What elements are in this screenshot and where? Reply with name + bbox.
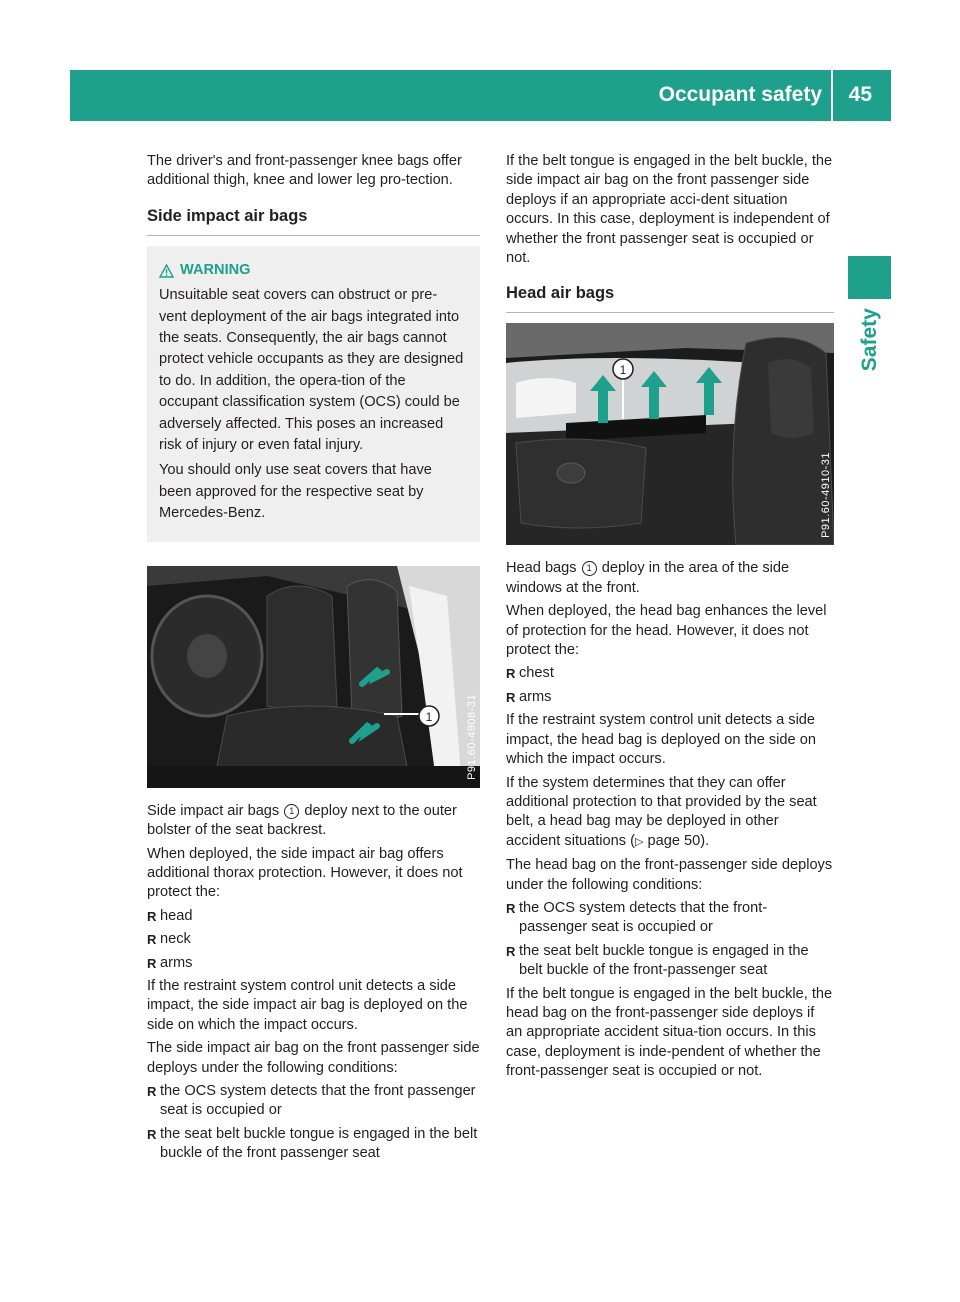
side-tab-marker: [848, 256, 891, 299]
caption-text-2: deploy next to the outer bolster of the seat backrest.: [147, 802, 457, 839]
system-text: If the system determines that they can offer additional protection to that provided by the seat belt, a head bag may be deployed in other accident situations (: [506, 774, 817, 849]
warning-text: Unsuitable seat covers can obstruct or pre-vent deployment of the air bags integrated into the seats. Consequently, the air bags cannot protect vehicle occupants as they are designed to do. In addition, the opera-tion of the occupant classification system (OCS) could be adversely affected. This poses an increased risk of injury or even fatal injury.: [159, 287, 464, 454]
header-divider: [831, 70, 833, 121]
bullet-list-not-protected: [147, 907, 480, 973]
paragraph-front-passenger: The head bag on the front-passenger side deploys under the following conditions:: [506, 857, 833, 893]
right-column: [506, 152, 834, 1086]
paragraph-final: If the belt tongue is engaged in the belt buckle, the head bag on the front-passenger side deploys if an appropriate accident situa-tion occurs. In this case, deployment is inde-pendent of whether the front-passenger seat is occupied or not.: [506, 985, 833, 1080]
list-item: R chest: [506, 664, 834, 683]
figure-callout: 1: [619, 363, 627, 378]
warning-triangle-icon: [159, 264, 174, 278]
list-item: R head: [147, 907, 480, 926]
intro-paragraph: The driver's and front-passenger knee bags offer additional thigh, knee and lower leg pro-tection.: [147, 153, 462, 189]
page-reference[interactable]: page 50).: [643, 832, 710, 849]
figure-code: P91.60-4910-31: [820, 451, 832, 538]
header-title: Occupant safety: [658, 83, 822, 106]
intro-paragraph: If the belt tongue is engaged in the belt buckle, the side impact air bag on the front passenger side deploys if an appropriate acci-dent situation occurs. In this case, deployment is independent of whether the front passenger seat is occupied or not.: [506, 153, 833, 267]
caption-text-2: deploy in the area of the side windows at the front.: [506, 560, 790, 596]
caption-text: Head bags: [506, 560, 577, 577]
section-heading-side-impact: Side impact air bags: [147, 205, 480, 236]
section-heading-head-air-bags: Head air bags: [506, 282, 834, 313]
figure-caption: [147, 802, 480, 841]
callout-marker: 1: [582, 561, 597, 576]
callout-marker: 1: [284, 804, 299, 819]
figure-code: P91.60-4908-31: [466, 693, 478, 780]
warning-title: WARNING: [180, 261, 251, 278]
paragraph-deployed: When deployed, the side impact air bag offers additional thorax protection. However, it does not protect the:: [147, 845, 463, 901]
caption-text: Side impact air bags: [147, 802, 280, 819]
page-number: 45: [848, 83, 872, 106]
bullet-list-conditions: [506, 899, 834, 981]
list-item: R neck: [147, 930, 480, 949]
warning-box: [147, 246, 480, 542]
door-window-airbag-illustration: [506, 323, 834, 545]
page-ref-arrow-icon: ▷: [634, 835, 644, 848]
list-item: R the seat belt buckle tongue is engaged in the belt buckle of the front passenger seat: [147, 1125, 480, 1164]
list-item: R arms: [506, 688, 834, 707]
bullet-list-not-protected: [506, 664, 834, 707]
side-tab: [848, 300, 891, 380]
left-column: [147, 152, 480, 1168]
figure-callout: 1: [425, 709, 433, 724]
paragraph-detect: If the restraint system control unit detects a side impact, the side impact air bag is deployed on the side on which the impact occurs.: [147, 977, 468, 1033]
bullet-list-conditions: [147, 1082, 480, 1164]
side-airbag-figure: [147, 566, 480, 788]
warning-header: [159, 260, 464, 281]
paragraph-system: [506, 774, 834, 853]
paragraph-front-passenger: The side impact air bag on the front passenger side deploys under the following conditions:: [147, 1040, 480, 1076]
list-item: R arms: [147, 954, 480, 973]
list-item: R the OCS system detects that the front passenger seat is occupied or: [147, 1082, 480, 1121]
head-airbag-figure: [506, 323, 834, 545]
paragraph-deployed: When deployed, the head bag enhances the level of protection for the head. However, it does not protect the:: [506, 603, 827, 659]
paragraph-detect: If the restraint system control unit detects a side impact, the head bag is deployed on the side on which the impact occurs.: [506, 712, 816, 768]
header-bar: [70, 70, 891, 121]
list-item: R the seat belt buckle tongue is engaged in the belt buckle of the front-passenger seat: [506, 942, 834, 981]
list-item: R the OCS system detects that the front-passenger seat is occupied or: [506, 899, 834, 938]
side-tab-label: Safety: [857, 308, 881, 372]
seat-side-airbag-illustration: [147, 566, 480, 788]
warning-text-2: You should only use seat covers that have been approved for the respective seat by Mercedes-Benz.: [159, 462, 432, 522]
figure-caption: [506, 559, 834, 598]
